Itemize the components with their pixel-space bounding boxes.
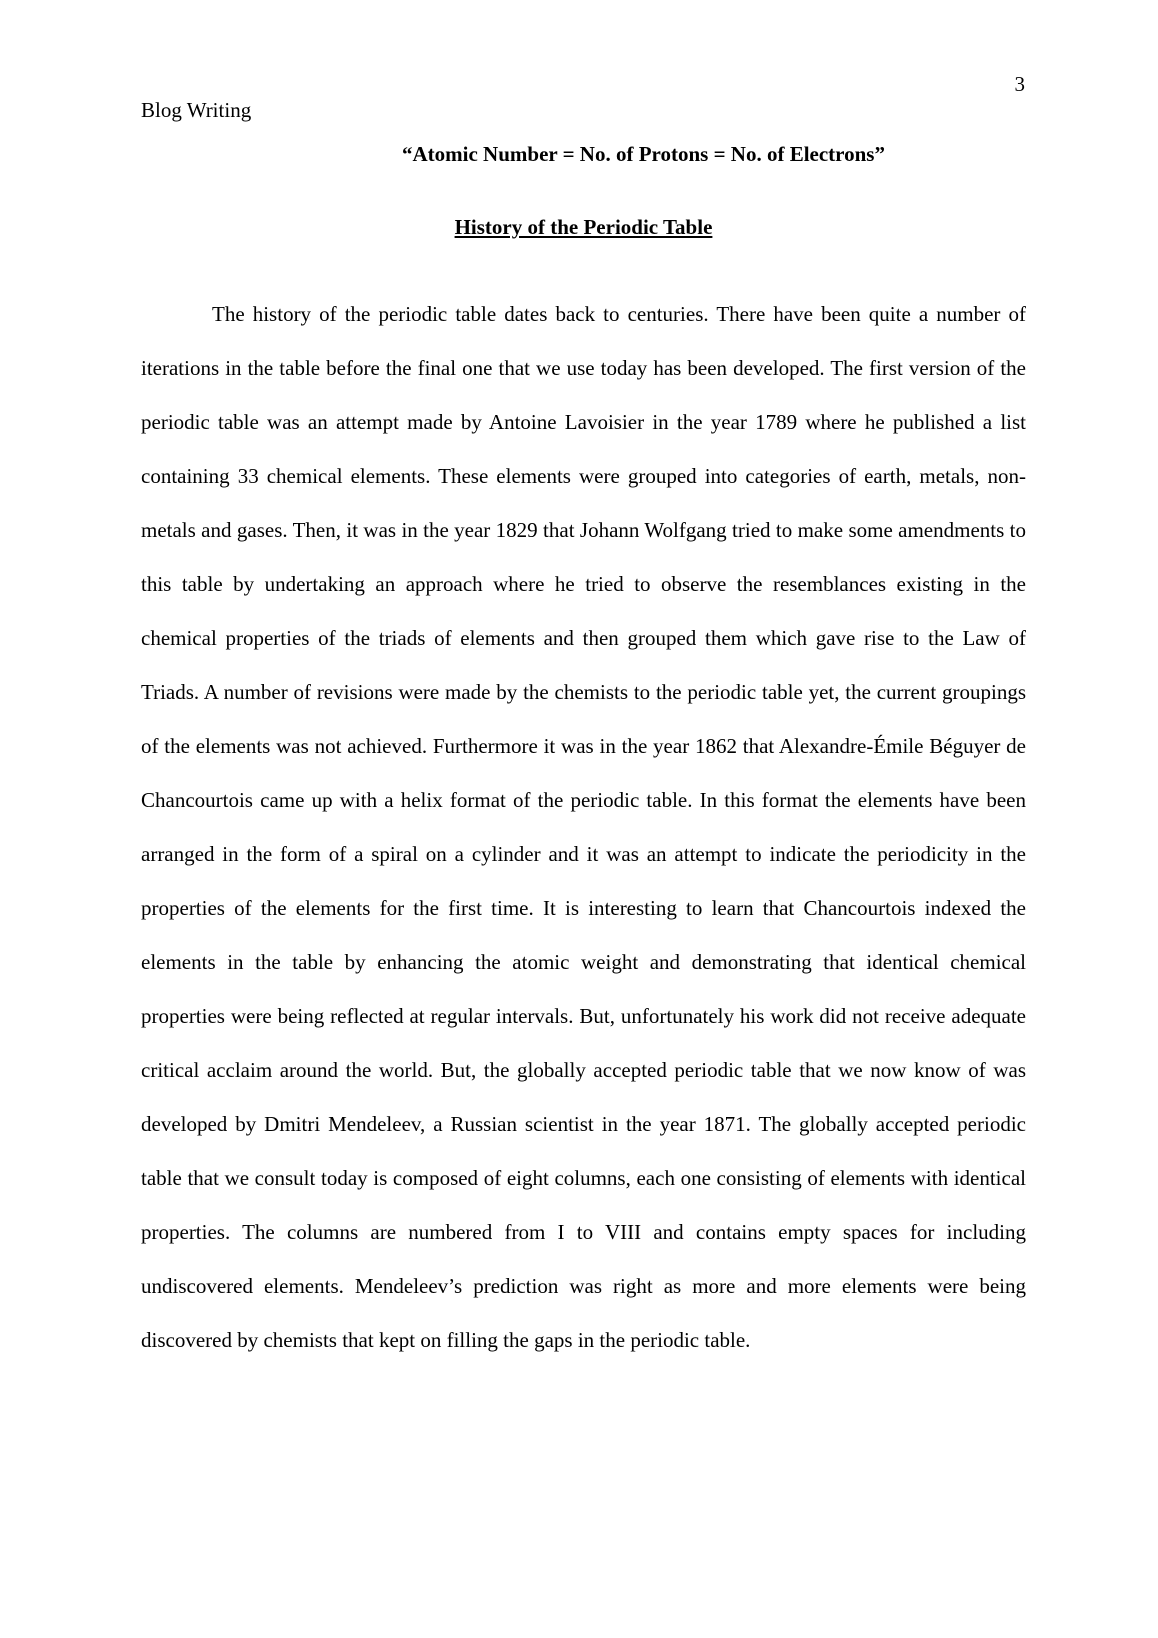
section-heading: History of the Periodic Table [454, 215, 713, 239]
body-paragraph: The history of the periodic table dates back to centuries. There have been quite a number of iterations in the table before the final one that we use today has been developed. The first version of the periodic table was an attempt made by Antoine Lavoisier in the year 1789 where he published a list containing 33 chemical elements. These elements were grouped into categories of earth, metals, non-metals and gases. Then, it was in the year 1829 that Johann Wolfgang tried to make some amendments to this table by undertaking an approach where he tried to observe the resemblances existing in the chemical properties of the triads of elements and then grouped them which gave rise to the Law of Triads. A number of revisions were made by the chemists to the periodic table yet, the current groupings of the elements was not achieved. Furthermore it was in the year 1862 that Alexandre-Émile Béguyer de Chancourtois came up with a helix format of the periodic table. In this format the elements have been arranged in the form of a spiral on a cylinder and it was an attempt to indicate the periodicity in the properties of the elements for the first time. It is interesting to learn that Chancourtois indexed the elements in the table by enhancing the atomic weight and demonstrating that identical chemical properties were being reflected at regular intervals. But, unfortunately his work did not receive adequate critical acclaim around the world. But, the globally accepted periodic table that we now know of was developed by Dmitri Mendeleev, a Russian scientist in the year 1871. The globally accepted periodic table that we consult today is composed of eight columns, each one consisting of elements with identical properties. The columns are numbered from I to VIII and contains empty spaces for including undiscovered elements. Mendeleev’s prediction was right as more and more elements were being discovered by chemists that kept on filling the gaps in the periodic table. [141, 302, 1026, 1352]
page-number: 3 [1014, 72, 1025, 96]
equation-title: “Atomic Number = No. of Protons = No. of Electrons” [402, 142, 885, 166]
running-head: Blog Writing [141, 98, 252, 122]
